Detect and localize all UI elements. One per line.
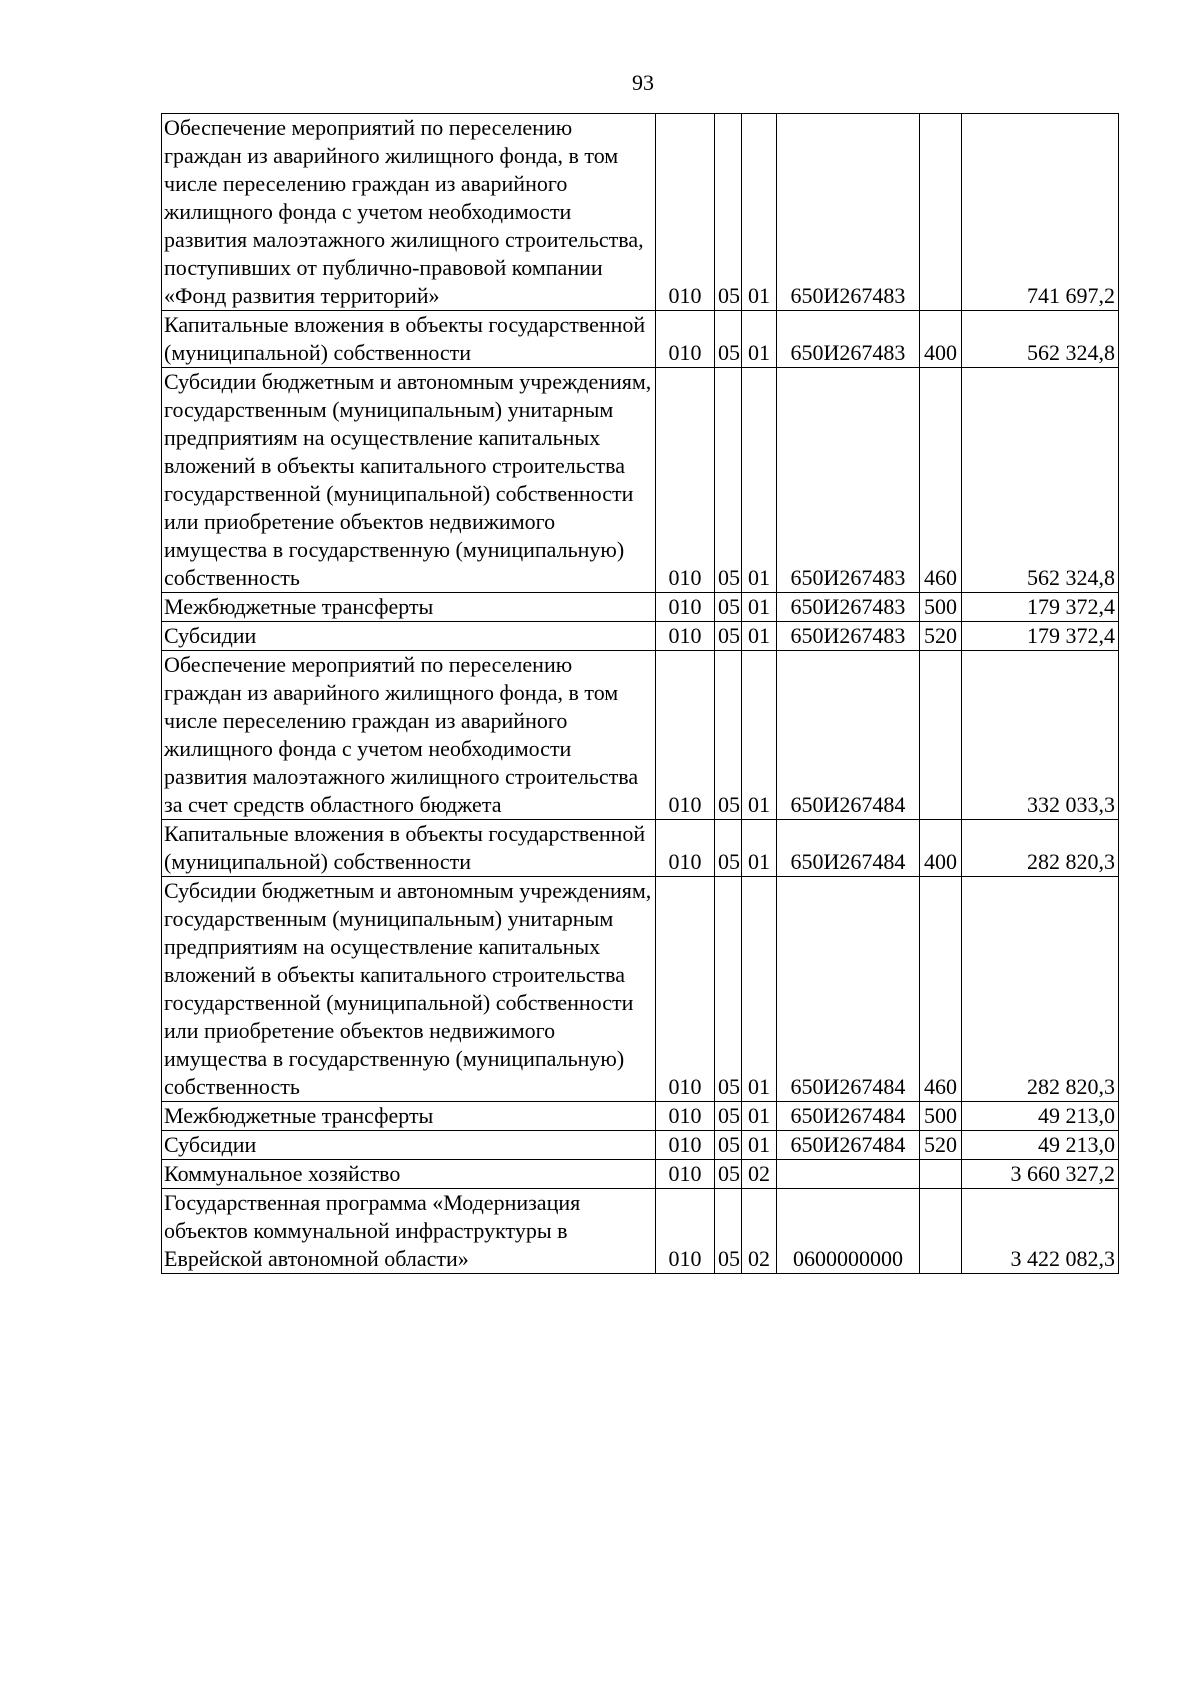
table-row xyxy=(162,311,1119,368)
table-row xyxy=(162,1102,1119,1131)
expense-type-code: 520 xyxy=(920,1131,962,1160)
expense-type-code xyxy=(920,1189,962,1274)
subsection-code: 01 xyxy=(742,651,777,820)
target-code: 650И267483 xyxy=(777,593,920,622)
row-name: Капитальные вложения в объекты государственной (муниципальной) собственности xyxy=(162,311,656,368)
subsection-code: 01 xyxy=(742,311,777,368)
ministry-code: 010 xyxy=(656,1160,715,1189)
amount: 179 372,4 xyxy=(962,622,1119,651)
expense-type-code xyxy=(920,114,962,311)
expense-type-code: 500 xyxy=(920,593,962,622)
target-code: 650И267484 xyxy=(777,1102,920,1131)
section-code: 05 xyxy=(715,114,742,311)
amount: 49 213,0 xyxy=(962,1131,1119,1160)
subsection-code: 02 xyxy=(742,1189,777,1274)
expense-type-code xyxy=(920,1160,962,1189)
table-row xyxy=(162,1189,1119,1274)
ministry-code: 010 xyxy=(656,311,715,368)
target-code: 650И267484 xyxy=(777,1131,920,1160)
section-code: 05 xyxy=(715,1160,742,1189)
row-name: Субсидии xyxy=(162,1131,656,1160)
amount: 282 820,3 xyxy=(962,877,1119,1102)
table-row xyxy=(162,368,1119,593)
expense-type-code xyxy=(920,651,962,820)
section-code: 05 xyxy=(715,593,742,622)
page-number: 93 xyxy=(632,70,654,95)
amount: 49 213,0 xyxy=(962,1102,1119,1131)
amount: 3 422 082,3 xyxy=(962,1189,1119,1274)
row-name: Обеспечение мероприятий по переселению граждан из аварийного жилищного фонда, в том числе переселению граждан из аварийного жилищного фонда с учетом необходимости развития малоэтажного жилищного строительства, поступивших от публично-правовой компании «Фонд развития территорий» xyxy=(162,114,656,311)
section-code: 05 xyxy=(715,311,742,368)
amount: 562 324,8 xyxy=(962,311,1119,368)
expense-type-code: 400 xyxy=(920,820,962,877)
table-row xyxy=(162,622,1119,651)
ministry-code: 010 xyxy=(656,1189,715,1274)
amount: 562 324,8 xyxy=(962,368,1119,593)
row-name: Межбюджетные трансферты xyxy=(162,593,656,622)
row-name: Субсидии xyxy=(162,622,656,651)
ministry-code: 010 xyxy=(656,1131,715,1160)
target-code: 650И267483 xyxy=(777,622,920,651)
target-code: 650И267483 xyxy=(777,311,920,368)
subsection-code: 01 xyxy=(742,593,777,622)
subsection-code: 01 xyxy=(742,1102,777,1131)
ministry-code: 010 xyxy=(656,877,715,1102)
ministry-code: 010 xyxy=(656,1102,715,1131)
target-code: 650И267483 xyxy=(777,368,920,593)
subsection-code: 01 xyxy=(742,1131,777,1160)
row-name: Субсидии бюджетным и автономным учреждениям, государственным (муниципальным) унитарным предприятиям на осуществление капитальных вложений в объекты капитального строительства государственной (муниципальной) собственности или приобретение объектов недвижимого имущества в государственную (муниципальную) собственность xyxy=(162,877,656,1102)
subsection-code: 01 xyxy=(742,877,777,1102)
target-code: 650И267483 xyxy=(777,114,920,311)
expense-type-code: 520 xyxy=(920,622,962,651)
amount: 332 033,3 xyxy=(962,651,1119,820)
target-code: 650И267484 xyxy=(777,877,920,1102)
amount: 282 820,3 xyxy=(962,820,1119,877)
amount: 179 372,4 xyxy=(962,593,1119,622)
section-code: 05 xyxy=(715,622,742,651)
section-code: 05 xyxy=(715,1189,742,1274)
section-code: 05 xyxy=(715,877,742,1102)
section-code: 05 xyxy=(715,1131,742,1160)
subsection-code: 01 xyxy=(742,114,777,311)
section-code: 05 xyxy=(715,368,742,593)
subsection-code: 01 xyxy=(742,368,777,593)
ministry-code: 010 xyxy=(656,651,715,820)
table-row xyxy=(162,877,1119,1102)
row-name: Государственная программа «Модернизация объектов коммунальной инфраструктуры в Еврейской автономной области» xyxy=(162,1189,656,1274)
amount: 741 697,2 xyxy=(962,114,1119,311)
row-name: Межбюджетные трансферты xyxy=(162,1102,656,1131)
expense-type-code: 500 xyxy=(920,1102,962,1131)
row-name: Коммунальное хозяйство xyxy=(162,1160,656,1189)
expense-type-code: 460 xyxy=(920,877,962,1102)
ministry-code: 010 xyxy=(656,820,715,877)
ministry-code: 010 xyxy=(656,368,715,593)
ministry-code: 010 xyxy=(656,114,715,311)
ministry-code: 010 xyxy=(656,593,715,622)
subsection-code: 01 xyxy=(742,622,777,651)
subsection-code: 02 xyxy=(742,1160,777,1189)
target-code xyxy=(777,1160,920,1189)
target-code: 650И267484 xyxy=(777,820,920,877)
target-code: 650И267484 xyxy=(777,651,920,820)
amount: 3 660 327,2 xyxy=(962,1160,1119,1189)
table-row xyxy=(162,1131,1119,1160)
table-row xyxy=(162,651,1119,820)
subsection-code: 01 xyxy=(742,820,777,877)
table-row xyxy=(162,1160,1119,1189)
table-row xyxy=(162,820,1119,877)
section-code: 05 xyxy=(715,820,742,877)
table-row xyxy=(162,114,1119,311)
section-code: 05 xyxy=(715,1102,742,1131)
section-code: 05 xyxy=(715,651,742,820)
table-row xyxy=(162,593,1119,622)
expense-type-code: 460 xyxy=(920,368,962,593)
expense-type-code: 400 xyxy=(920,311,962,368)
ministry-code: 010 xyxy=(656,622,715,651)
target-code: 0600000000 xyxy=(777,1189,920,1274)
row-name: Обеспечение мероприятий по переселению граждан из аварийного жилищного фонда, в том числе переселению граждан из аварийного жилищного фонда с учетом необходимости развития малоэтажного жилищного строительства за счет средств областного бюджета xyxy=(162,651,656,820)
budget-table xyxy=(161,113,1119,1274)
row-name: Субсидии бюджетным и автономным учреждениям, государственным (муниципальным) унитарным предприятиям на осуществление капитальных вложений в объекты капитального строительства государственной (муниципальной) собственности или приобретение объектов недвижимого имущества в государственную (муниципальную) собственность xyxy=(162,368,656,593)
row-name: Капитальные вложения в объекты государственной (муниципальной) собственности xyxy=(162,820,656,877)
